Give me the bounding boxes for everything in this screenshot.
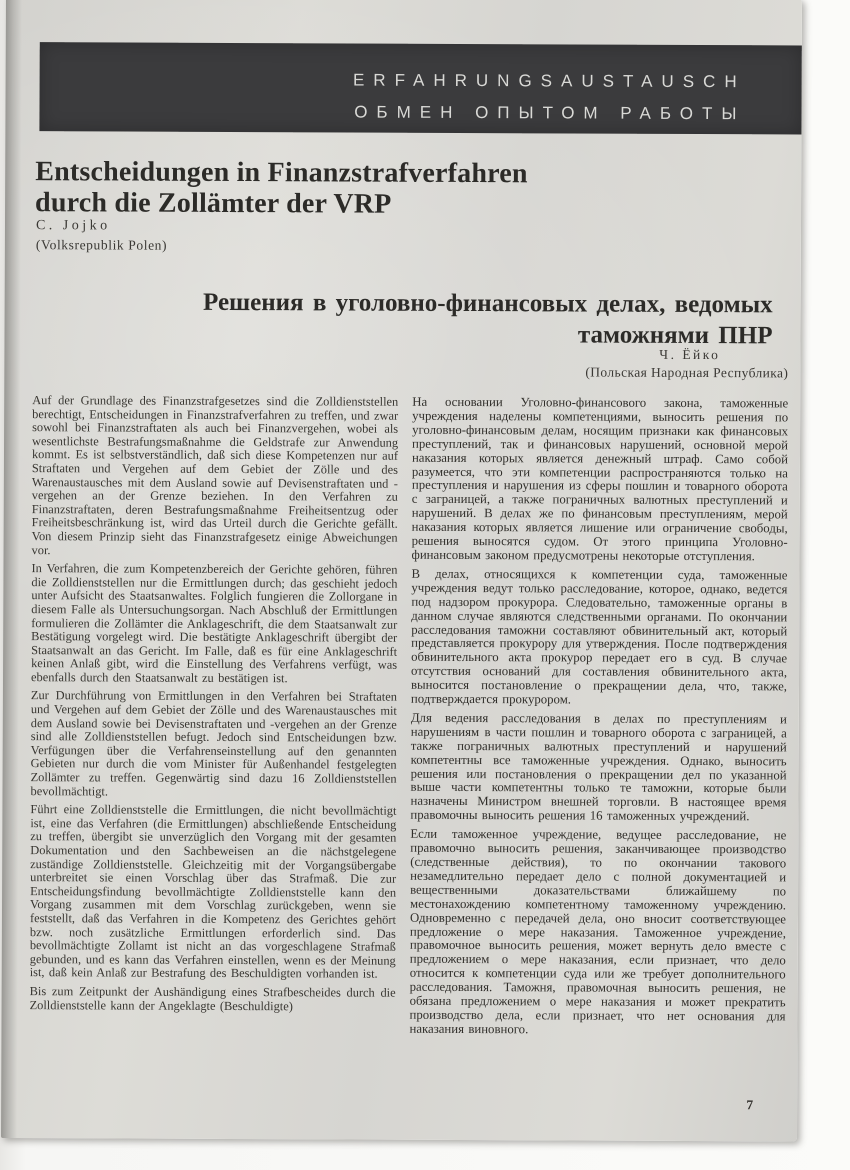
paragraph-russian: Если таможенное учреждение, ведущее расследование, не правомочно выносить решения, заканчивающее производство (следственные действия), то по окончании такового незамедлительно передает дело с полной документацией и вещественными доказательствами ближайшему по местонахождению компетентному таможенному учреждению. Одновременно с передачей дела, оно вносит соответствующее предложение о мере наказания. Таможенное учреждение, правомочное выносить решения, может вернуть дело вместе с предложением о мере наказания, если признает, что дело относится к компетенции суда или же требует дополнительного расследования. Таможня, правомочная выносить решения, не обязана предложением о мере наказания и может прекратить производство дела, если признает, что нет основания для наказания виновного. (409, 826, 787, 1037)
article-body (29, 394, 788, 1043)
article-title-russian (203, 287, 773, 351)
page-number: 7 (746, 1097, 754, 1113)
author-name-russian: Ч. Ёйко (659, 346, 721, 363)
article-title-german-line1: Entscheidungen in Finanzstrafverfahren (35, 156, 528, 190)
article-title-german-line2: durch die Zollämter der VRP (35, 187, 392, 220)
paragraph-russian: Для ведения расследования в делах по преступлениям и нарушениям в части пошлин и товарного оборота с заграницей, а также пограничных валютных преступлений и нарушений компетентны все таможенные учреждения. Однако, выносить решения или постановления о прекращении дел по указанной выше части компетентны только те таможни, которые были назначены Министром внешней торговли. В настоящее время правомочны выносить решения 16 таможенных учреждений. (410, 710, 787, 824)
section-title-german: ERFAHRUNGSAUSTAUSCH (352, 70, 746, 92)
paragraph-russian: На основании Уголовно-финансового закона, таможенные учреждения наделены компетенциями, выносить решения по уголовно-финансовым делам, носящим признаки как финансовых преступлений, так и финансовых нарушений, основной мерой наказания которых является денежный штраф. Само собой разумеется, что эти компетенции распространяются только на преступления и нарушения из сферы пошлин и товарного оборота с заграницей, а также пограничных валютных преступлений и нарушений. В делах же по финансовым преступлениям, мерой наказания которых является лишение или ограничение свободы, решения выносятся судом. От этого принципа Уголовно-финансовым законом предусмотрены некоторые отступления. (411, 394, 789, 564)
paragraph-german: Zur Durchführung von Ermittlungen in den Verfahren bei Straftaten und Vergehen auf dem Gebiet der Zölle und des Warenaustausches mit dem Ausland sowie bei Devisenstraftaten und -vergehen an der Grenze sind alle Zolldienststellen befugt. Jedoch sind Entscheidungen bzw. Verfügungen über die Verfahrenseinstellung auf den genannten Gebieten nur durch die vom Minister für Außenhandel festgelegten Zollämter zu treffen. Gegenwärtig sind dazu 16 Zolldienststellen bevollmächtigt. (30, 688, 397, 799)
german-text-column (29, 394, 398, 1041)
section-header-band (39, 42, 801, 134)
paragraph-russian: В делах, относящихся к компетенции суда, таможенные учреждения ведут только расследование, которое, однако, ведется под надзором прокурора. Следовательно, таможенные органы в данном случае являются следственными органами. По окончании расследования таможни составляют обвинительный акт, который представляется прокурору для утверждения. После подтверждения обвинительного акта прокурор передает его в суд. В случае отсутствия оснований для составления обвинительного акта, выносится постановление о прекращении дела, что, также, подтверждается прокурором. (410, 566, 788, 707)
binding-edge-shadow (1, 0, 22, 1138)
article-title-german (35, 156, 528, 220)
author-name-german: C. Jojko (35, 218, 111, 234)
author-affiliation-german: (Volksrepublik Polen) (35, 237, 168, 253)
section-title-russian: ОБМЕН ОПЫТОМ РАБОТЫ (354, 102, 746, 124)
paragraph-german: Bis zum Zeitpunkt der Aushändigung eines Strafbescheides durch die Zolldienststelle kann der Angeklagte (Beschuldigte) (29, 984, 396, 1013)
article-title-russian-line1: Решения в уголовно-финансовых делах, ведомых (202, 288, 773, 319)
paragraph-german: Auf der Grundlage des Finanzstrafgesetzes sind die Zolldienststellen berechtigt, Entscheidungen in Finanzstrafverfahren zu treffen, und zwar sowohl bei Finanzstraftaten als auch bei Finanzvergehen, wobei als wesentlichste Bestrafungsmaßnahme die Geldstrafe zur Anwendung kommt. Es ist selbstverständlich, daß sich diese Kompetenzen nur auf Straftaten und Vergehen auf dem Gebiet der Zölle und des Warenaustausches mit dem Ausland sowie auf Devisenstraftaten und -vergehen an der Grenze beziehen. In den Verfahren zu Finanzstraftaten, deren Bestrafungsmaßnahme Freiheitsentzug oder Freiheitsbeschränkung ist, wird das Urteil durch die Gerichte gefällt. Von diesem Prinzip sieht das Finanzstrafgesetz einige Abweichungen vor. (31, 393, 399, 557)
russian-text-column (409, 396, 788, 1043)
paragraph-german: In Verfahren, die zum Kompetenzbereich der Gerichte gehören, führen die Zolldienststellen nur die Ermittlungen durch; das geschieht jedoch unter Aufsicht des Staatsanwaltes. Folglich fungieren die Zollorgane in diesem Falle als Untersuchungsorgan. Nach Abschluß der Ermittlungen formulieren die Zollämter die Anklageschrift, die dem Staatsanwalt zur Bestätigung vorgelegt wird. Die bestätigte Anklageschrift übergibt der Staatsanwalt an das Gericht. Im Falle, daß es für eine Anklageschrift keinen Anlaß gibt, wird die Einstellung des Verfahrens verfügt, was ebenfalls durch den Staatsanwalt zu bestätigen ist. (30, 561, 398, 686)
magazine-page (1, 0, 802, 1141)
paragraph-german: Führt eine Zolldienststelle die Ermittlungen, die nicht bevollmächtigt ist, eine das Verfahren (die Ermittlungen) abschließende Entscheidung zu treffen, übergibt sie unverzüglich den Vorgang mit der gesamten Dokumentation und den Sachbeweisen an die nächstgelegene zuständige Zolldienststelle. Gleichzeitig mit der Vorgangsübergabe unterbreitet sie einen Vorschlag über das Strafmaß. Die zur Entscheidungsfindung bevollmächtigte Zolldienststelle kann den Vorgang zusammen mit dem Vorschlag zurückgeben, wenn sie feststellt, daß das Verfahren in die Kompetenz des Gerichtes gehört bzw. noch zusätzliche Ermittlungen erforderlich sind. Das bevollmächtigte Zollamt ist nicht an das vorgeschlagene Strafmaß gebunden, und es kann das Verfahren einstellen, wenn es der Meinung ist, daß kein Anlaß zur Bestrafung des Beschuldigten vorhanden ist. (29, 802, 397, 981)
author-affiliation-russian: (Польская Народная Республика) (585, 364, 789, 381)
article-title-russian-line2: таможнями ПНР (577, 321, 773, 350)
